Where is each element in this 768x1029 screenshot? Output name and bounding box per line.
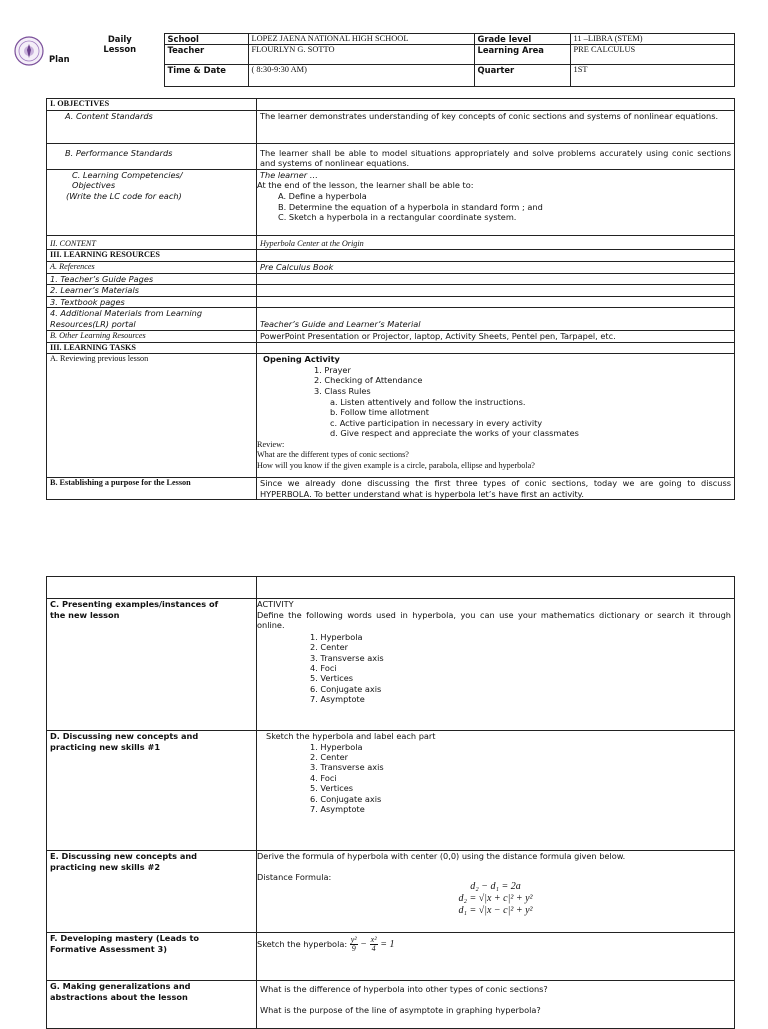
dlp-title: Daily Lesson Plan <box>46 34 164 87</box>
content-value: Hyperbola Center at the Origin <box>257 235 735 250</box>
discussing-2-value: Derive the formula of hyperbola with center (0,0) using the distance formula given below. Distance Formula: d₂ − d₁ = 2a d₂ = √|x + c|² + y² d₁ = √|x − c|² + y² <box>257 851 735 933</box>
discussing-2-label: E. Discussing new concepts and practicing new skills #2 <box>47 851 257 933</box>
mastery-label: F. Developing mastery (Leads to Formative Assessment 3) <box>47 933 257 981</box>
resources-heading: III. LEARNING RESOURCES <box>47 250 257 262</box>
quarter-label: Quarter <box>474 65 570 87</box>
equation-d2: d₂ = √|x + c|² + y² <box>458 893 533 905</box>
presenting-label: C. Presenting examples/instances of the new lesson <box>47 599 257 731</box>
references-label: A. References <box>47 261 257 273</box>
reviewing-label: A. Reviewing previous lesson <box>47 354 257 478</box>
mastery-value: Sketch the hyperbola: $\frac{\text{y²}}{9}$ − $\frac{\text{x²}}{4}$ = 1 <box>257 933 735 981</box>
teacher-value: FLOURLYN G. SOTTO <box>248 45 474 65</box>
fraction-y: $\frac{\text{y²}}{9}$ <box>350 935 357 953</box>
quarter-value: 1ST <box>570 65 734 87</box>
school-value: LOPEZ JAENA NATIONAL HIGH SCHOOL <box>248 34 474 45</box>
grade-label: Grade level <box>474 34 570 45</box>
grade-value: 11 –LIBRA (STEM) <box>570 34 734 45</box>
presenting-value: ACTIVITY Define the following words used in hyperbola, you can use your mathematics dictionary or search it through online. 1. Hyperbola 2. Center 3. Transverse axis 4. Foci 5. Vertices 6. Conjugate axis 7. Asymptote <box>257 599 735 731</box>
purpose-label: B. Establishing a purpose for the Lesson <box>47 478 257 500</box>
equation-difference: d₂ − d₁ = 2a <box>470 881 521 893</box>
teacher-label: Teacher <box>164 45 248 65</box>
generalizations-value: What is the difference of hyperbola into other types of conic sections? What is the purpose of the line of asymptote in graphing hyperbola? <box>257 981 735 1029</box>
area-label: Learning Area <box>474 45 570 65</box>
area-value: PRE CALCULUS <box>570 45 734 65</box>
lm-label: 2. Learner’s Materials <box>47 285 257 297</box>
generalizations-label: G. Making generalizations and abstractions about the lesson <box>47 981 257 1029</box>
content-standards-value: The learner demonstrates understanding of key concepts of conic sections and systems of nonlinear equations. <box>257 110 735 143</box>
reviewing-value: Opening Activity 1. Prayer 2. Checking of Attendance 3. Class Rules a. Listen attentively and follow the instructions. b. Follow time allotment c. Active participation in necessary in every activity d. Give respect and appreciate the works of your classmates Review: What are the different types of conic sections? How will you know if the given example is a circle, parabola, ellipse and hyperbola? <box>257 354 735 478</box>
competencies-label: C. Learning Competencies/ Objectives (Write the LC code for each) <box>47 169 257 235</box>
deped-seal-icon <box>14 36 44 66</box>
fraction-x: $\frac{\text{x²}}{4}$ <box>370 935 377 953</box>
additional-materials-value: Teacher’s Guide and Learner’s Material <box>257 308 735 330</box>
purpose-value: Since we already done discussing the first three types of conic sections, today we are going to discuss HYPERBOLA. To better understand what is hyperbola let’s have first an activity. <box>257 478 735 500</box>
additional-materials-label: 4. Additional Materials from Learning Resources(LR) portal <box>47 308 257 330</box>
content-standards-label: A. Content Standards <box>47 110 257 143</box>
discussing-1-label: D. Discussing new concepts and practicing new skills #1 <box>47 731 257 851</box>
references-value: Pre Calculus Book <box>257 261 735 273</box>
performance-standards-label: B. Performance Standards <box>47 143 257 169</box>
lesson-table-page-1 <box>46 98 735 500</box>
objectives-heading: I. OBJECTIVES <box>47 99 257 111</box>
tg-pages-label: 1. Teacher’s Guide Pages <box>47 273 257 285</box>
header-table <box>46 33 735 87</box>
textbook-label: 3. Textbook pages <box>47 296 257 308</box>
lesson-table-page-2 <box>46 576 735 1029</box>
competencies-value: The learner … At the end of the lesson, the learner shall be able to: A. Define a hyperbola B. Determine the equation of a hyperbola in standard form ; and C. Sketch a hyperbola in a rectangular coordinate system. <box>257 169 735 235</box>
content-label: II. CONTENT <box>47 235 257 250</box>
other-resources-value: PowerPoint Presentation or Projector, laptop, Activity Sheets, Pentel pen, Tarpapel, etc. <box>257 330 735 342</box>
other-resources-label: B. Other Learning Resources <box>47 330 257 342</box>
equation-d1: d₁ = √|x − c|² + y² <box>458 905 533 917</box>
performance-standards-value: The learner shall be able to model situations appropriately and solve problems accurately using conic sections and systems of nonlinear equations. <box>257 143 735 169</box>
school-label: School <box>164 34 248 45</box>
discussing-1-value: Sketch the hyperbola and label each part 1. Hyperbola 2. Center 3. Transverse axis 4. Foci 5. Vertices 6. Conjugate axis 7. Asymptote <box>257 731 735 851</box>
time-label: Time & Date <box>164 65 248 87</box>
time-value: ( 8:30-9:30 AM) <box>248 65 474 87</box>
tasks-heading: III. LEARNING TASKS <box>47 342 257 354</box>
